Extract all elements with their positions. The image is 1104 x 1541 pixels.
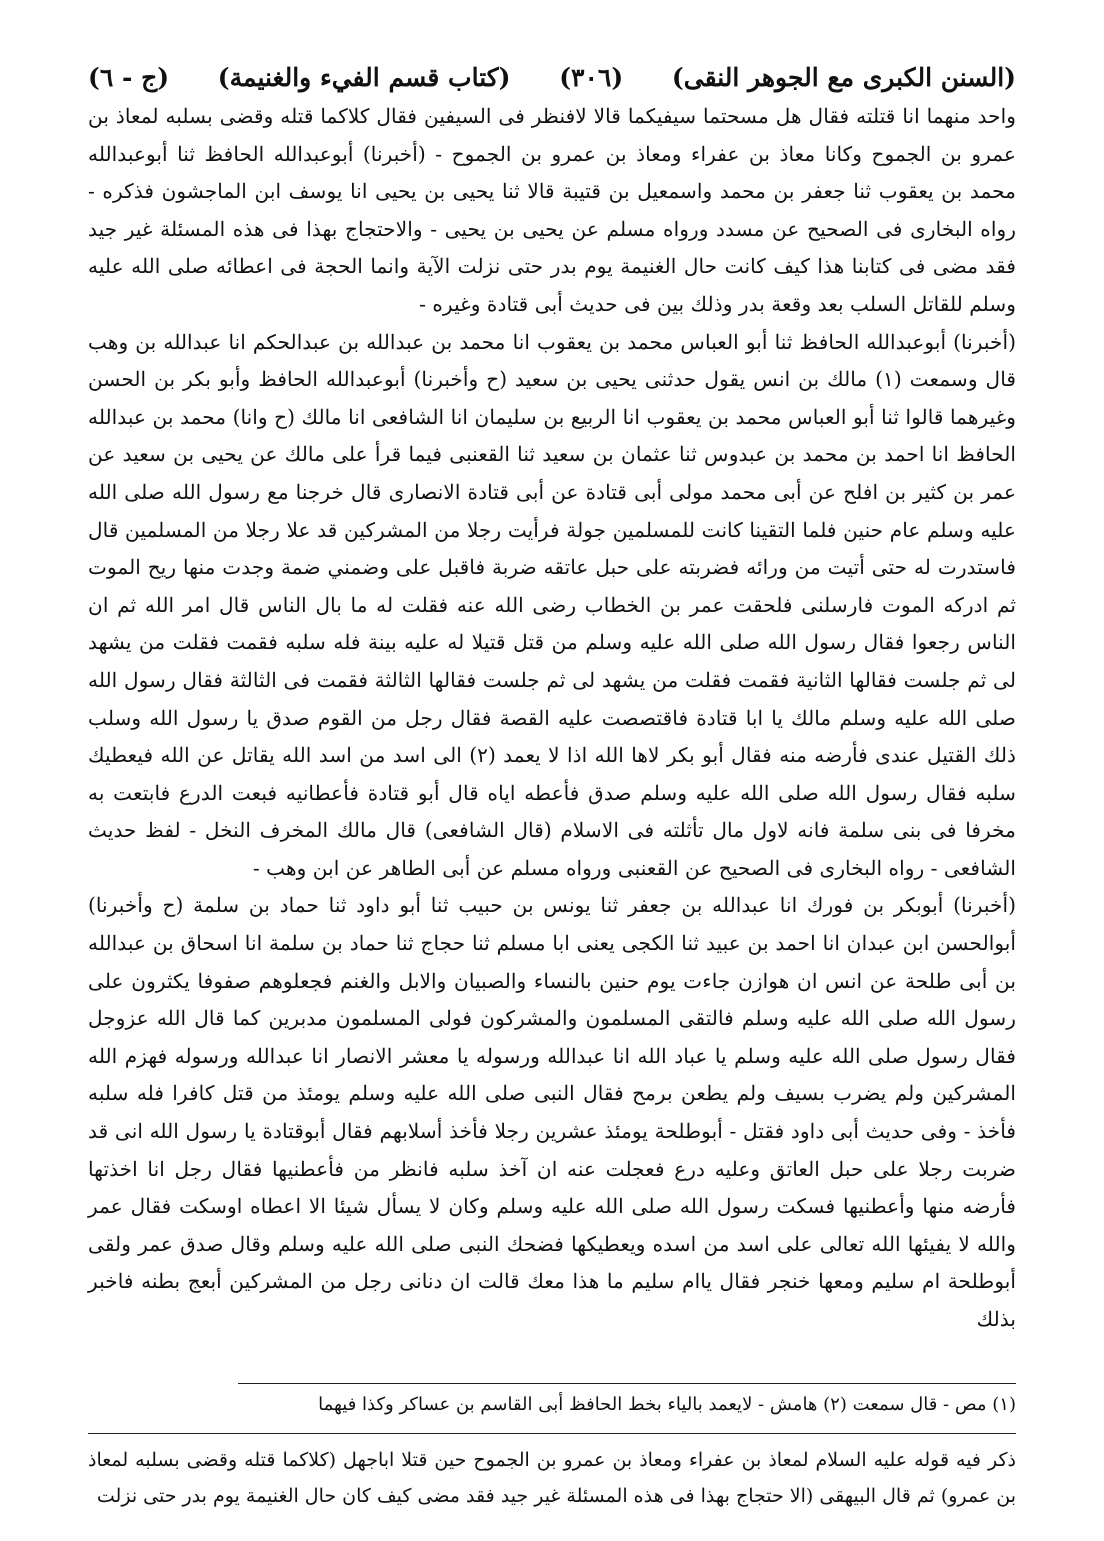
page-header [88,62,1016,94]
commentary: ذكر فيه قوله عليه السلام لمعاذ بن عفراء ومعاذ بن عمرو بن الجموح حين قتلا اباجهل (كلاكما قتله وقضى بسلبه لمعاذ بن عمرو) ثم قال البيهقى (الا حتجاج بهذا فى هذه المسئلة غير جيد فقد مضى كيف كان حال الغنيمة يوم بدر حتى نزلت [88,1449,1016,1507]
volume-number: (ج - ٦) [88,63,170,92]
page-number: (٣٠٦) [559,63,624,92]
paragraph: (أخبرنا) أبوبكر بن فورك انا عبدالله بن جعفر ثنا يونس بن حبيب ثنا أبو داود ثنا حماد بن سلمة (ح وأخبرنا) أبوالحسن ابن عبدان انا احمد بن عبيد ثنا الكجى يعنى ابا مسلم ثنا حجاج ثنا حماد بن سلمة انا اسحاق بن عبدالله بن أبى طلحة عن انس ان هوازن جاءت يوم حنين بالنساء والصبيان والابل والغنم فجعلوهم صفوفا يكثرون على رسول الله صلى الله عليه وسلم فالتقى المسلمون والمشركون فولى المسلمون مدبرين كما قال الله عزوجل فقال رسول صلى الله عليه وسلم يا عباد الله انا عبدالله ورسوله يا معشر الانصار انا عبدالله ورسوله فهزم الله المشركين ولم يضرب بسيف ولم يطعن برمح فقال النبى صلى الله عليه وسلم يومئذ من قتل كافرا فله سلبه فأخذ - وفى حديث أبى داود فقتل - أبوطلحة يومئذ عشرين رجلا فأخذ أسلابهم فقال أبوقتادة يا رسول الله انى قد ضربت رجلا على حبل العاتق وعليه درع فعجلت عنه ان آخذ سلبه فانظر من فأعطنيها فقال رجل انا اخذتها فأرضه منها وأعطنيها فسكت رسول الله صلى الله عليه وسلم وكان لا يسأل شيئا الا اعطاه اوسكت فقال عمر والله لا يفيئها الله تعالى على اسد من اسده ويعطيكها فضحك النبى صلى الله عليه وسلم وقال صدق عمر ولقى أبوطلحة ام سليم ومعها خنجر فقال ياام سليم ما هذا معك قالت ان دنانى رجل من المشركين أبعج بطنه فاخبر بذلك [88,893,1016,1331]
paragraph: واحد منهما انا قتلته فقال هل مسحتما سيفيكما قالا لافنظر فى السيفين فقال كلاكما قتله وقضى بسلبه لمعاذ بن عمرو بن الجموح وكانا معاذ بن عفراء ومعاذ بن عمرو بن الجموح - (أخبرنا) أبوعبدالله الحافظ ثنا أبوعبدالله محمد بن يعقوب ثنا جعفر بن محمد واسمعيل بن قتيبة قالا ثنا يحيى بن يحيى انا يوسف ابن الماجشون فذكره - رواه البخارى فى الصحيح عن مسدد ورواه مسلم عن يحيى بن يحيى - والاحتجاج بهذا فى هذه المسئلة غير جيد فقد مضى فى كتابنا هذا كيف كانت حال الغنيمة يوم بدر حتى نزلت الآية وانما الحجة فى اعطائه صلى الله عليه وسلم للقاتل السلب بعد وقعة بدر وذلك بين فى حديث أبى قتادة وغيره - [88,104,1016,316]
commentary-divider [88,1433,1016,1434]
chapter-title: (كتاب قسم الفيء والغنيمة) [217,63,511,92]
footnote: (١) مص - قال سمعت (٢) هامش - لايعمد بالياء بخط الحافظ أبى القاسم بن عساكر وكذا فيهما [318,1394,1016,1415]
footnote-divider [238,1383,1016,1384]
paragraph: (أخبرنا) أبوعبدالله الحافظ ثنا أبو العباس محمد بن يعقوب انا محمد بن عبدالله بن عبدالحكم انا عبدالله بن وهب قال وسمعت (١) مالك بن انس يقول حدثنى يحيى بن سعيد (ح وأخبرنا) أبوعبدالله الحافظ وأبو بكر بن الحسن وغيرهما قالوا ثنا أبو العباس محمد بن يعقوب انا الربيع بن سليمان انا الشافعى انا مالك (ح وانا) محمد بن عبدالله الحافظ انا احمد بن محمد بن عبدوس ثنا عثمان بن سعيد ثنا القعنبى فيما قرأ على مالك عن يحيى بن سعيد عن عمر بن كثير بن افلح عن أبى محمد مولى أبى قتادة عن أبى قتادة الانصارى قال خرجنا مع رسول الله صلى الله عليه وسلم عام حنين فلما التقينا كانت للمسلمين جولة فرأيت رجلا من المشركين قد علا رجلا من المسلمين قال فاستدرت له حتى أتيت من ورائه فضربته على حبل عاتقه ضربة فاقبل على وضمني ضمة وجدت منها ريح الموت ثم ادركه الموت فارسلنى فلحقت عمر بن الخطاب رضى الله عنه فقلت له ما بال الناس قال امر الله ثم ان الناس رجعوا فقال رسول الله صلى الله عليه وسلم من قتل قتيلا له عليه بينة فله سلبه فقمت فقلت من يشهد لى ثم جلست فقالها الثانية فقمت فقلت من يشهد لى ثم جلست فقالها الثالثة فقمت فى الثالثة فقال رسول الله صلى الله عليه وسلم مالك يا ابا قتادة فاقتصصت عليه القصة فقال رجل من القوم صدق يا رسول الله وسلب ذلك القتيل عندى فأرضه منه فقال أبو بكر لاها الله اذا لا يعمد (٢) الى اسد من اسد الله يقاتل عن الله فيعطيك سلبه فقال رسول الله صلى الله عليه وسلم صدق فأعطه اياه قال أبو قتادة فأعطانيه فبعت الدرع فابتعت به مخرفا فى بنى سلمة فانه لاول مال تأثلته فى الاسلام (قال الشافعى) قال مالك المخرف النخل - لفظ حديث الشافعى - رواه البخارى فى الصحيح عن القعنبى ورواه مسلم عن أبى الطاهر عن ابن وهب - [88,329,1016,880]
main-text [88,98,1016,1339]
book-title: (السنن الكبرى مع الجوهر النقى) [671,63,1016,92]
